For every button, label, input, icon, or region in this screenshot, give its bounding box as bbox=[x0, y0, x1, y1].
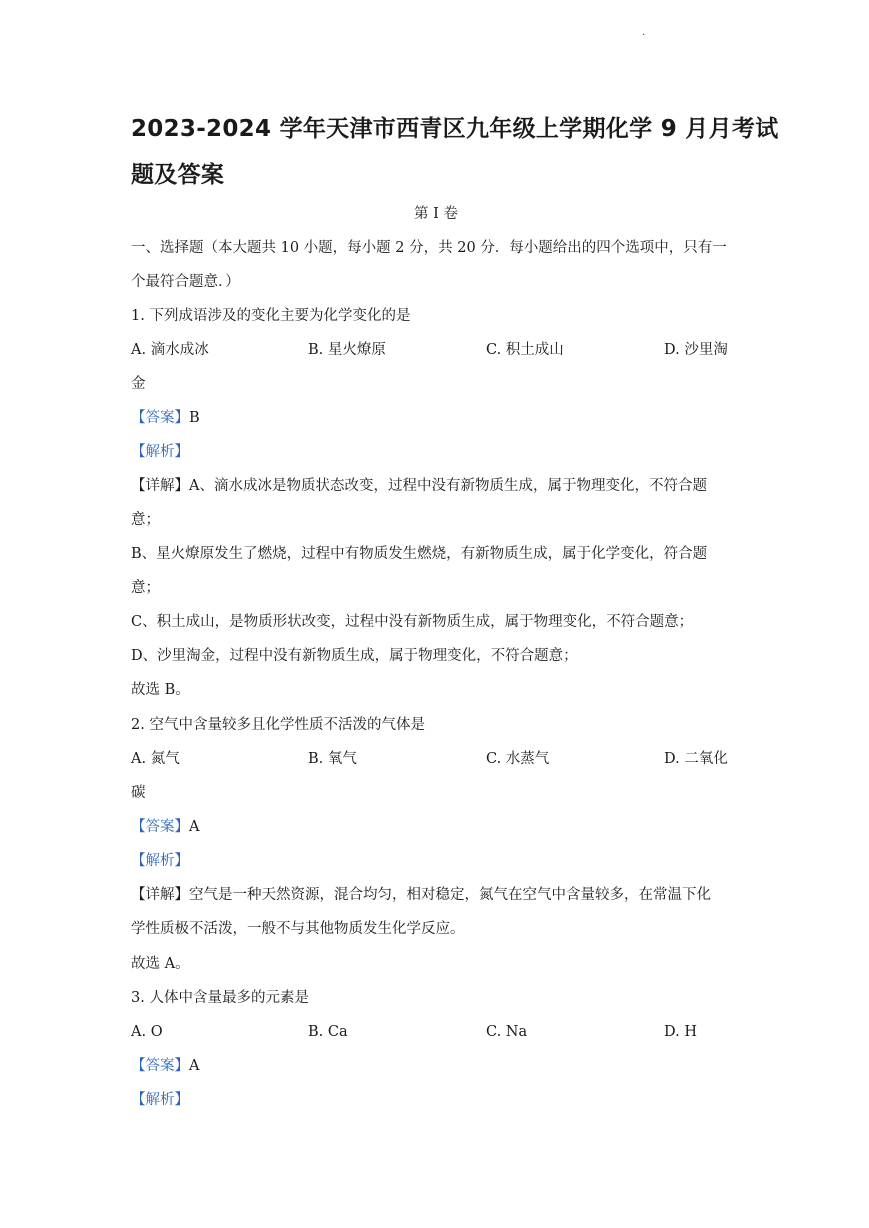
q3-analysis-label: 【解析】 bbox=[131, 1092, 189, 1108]
detail-label: 【详解】 bbox=[131, 478, 189, 494]
document-title-line-2: 题及答案 bbox=[131, 162, 225, 188]
q1-detail-line-6: D、沙里淘金，过程中没有新物质生成，属于物理变化，不符合题意； bbox=[131, 648, 578, 664]
q2-option-b: B. 氧气 bbox=[308, 751, 357, 767]
q1-detail-line-2: 意； bbox=[131, 512, 160, 528]
q2-detail-line-2: 学性质极不活泼，一般不与其他物质发生化学反应。 bbox=[131, 921, 465, 937]
volume-heading: 第 I 卷 bbox=[414, 206, 458, 222]
q3-option-b: B. Ca bbox=[308, 1024, 348, 1040]
section-heading-line-2: 个最符合题意．） bbox=[131, 274, 240, 290]
q2-stem: 2. 空气中含量较多且化学性质不活泼的气体是 bbox=[131, 717, 425, 733]
q2-analysis-label: 【解析】 bbox=[131, 853, 189, 869]
q2-option-d: D. 二氧化 bbox=[664, 751, 728, 767]
q2-answer bbox=[131, 810, 741, 844]
q3-option-a: A. O bbox=[131, 1024, 163, 1040]
q2-detail-line-1 bbox=[131, 878, 741, 912]
section-heading-line-1: 一、选择题（本大题共 10 小题，每小题 2 分，共 20 分．每小题给出的四个选项中，只有一 bbox=[131, 240, 727, 256]
q3-answer-value: A bbox=[189, 1058, 200, 1074]
q2-answer-value: A bbox=[189, 819, 200, 835]
q3-option-d: D. H bbox=[664, 1024, 697, 1040]
q1-option-b: B. 星火燎原 bbox=[308, 342, 386, 358]
document-title-line-1: 2023-2024 学年天津市西青区九年级上学期化学 9 月月考试 bbox=[131, 116, 779, 142]
q1-option-c: C. 积土成山 bbox=[486, 342, 564, 358]
detail-label: 【详解】 bbox=[131, 887, 189, 903]
q3-stem: 3. 人体中含量最多的元素是 bbox=[131, 990, 309, 1006]
q1-conclusion: 故选 B。 bbox=[131, 682, 190, 698]
q1-option-a: A. 滴水成冰 bbox=[131, 342, 209, 358]
answer-label: 【答案】 bbox=[131, 1058, 189, 1074]
q1-stem: 1. 下列成语涉及的变化主要为化学变化的是 bbox=[131, 308, 411, 324]
q1-detail-line-4: 意； bbox=[131, 580, 160, 596]
q1-detail-line-5: C、积土成山，是物质形状改变，过程中没有新物质生成，属于物理变化，不符合题意； bbox=[131, 614, 694, 630]
q1-detail-line-3: B、星火燎原发生了燃烧，过程中有物质发生燃烧，有新物质生成，属于化学变化，符合题 bbox=[131, 546, 708, 562]
q2-option-d-wrap: 碳 bbox=[131, 785, 146, 801]
q2-detail-text-1: 空气是一种天然资源，混合均匀，相对稳定，氮气在空气中含量较多，在常温下化 bbox=[189, 887, 711, 903]
q1-option-d: D. 沙里淘 bbox=[664, 342, 728, 358]
answer-label: 【答案】 bbox=[131, 819, 189, 835]
q1-answer bbox=[131, 401, 741, 435]
q1-detail-text-1: A、滴水成冰是物质状态改变，过程中没有新物质生成，属于物理变化，不符合题 bbox=[189, 478, 707, 494]
q2-conclusion: 故选 A。 bbox=[131, 956, 190, 972]
q2-option-c: C. 水蒸气 bbox=[486, 751, 550, 767]
q3-answer bbox=[131, 1049, 741, 1083]
q1-option-d-wrap: 金 bbox=[131, 376, 146, 392]
answer-label: 【答案】 bbox=[131, 410, 189, 426]
q1-detail-line-1 bbox=[131, 469, 741, 503]
q1-answer-value: B bbox=[189, 410, 200, 426]
header-mark: · bbox=[642, 30, 646, 41]
q1-analysis-label: 【解析】 bbox=[131, 444, 189, 460]
q2-option-a: A. 氮气 bbox=[131, 751, 180, 767]
q3-option-c: C. Na bbox=[486, 1024, 528, 1040]
